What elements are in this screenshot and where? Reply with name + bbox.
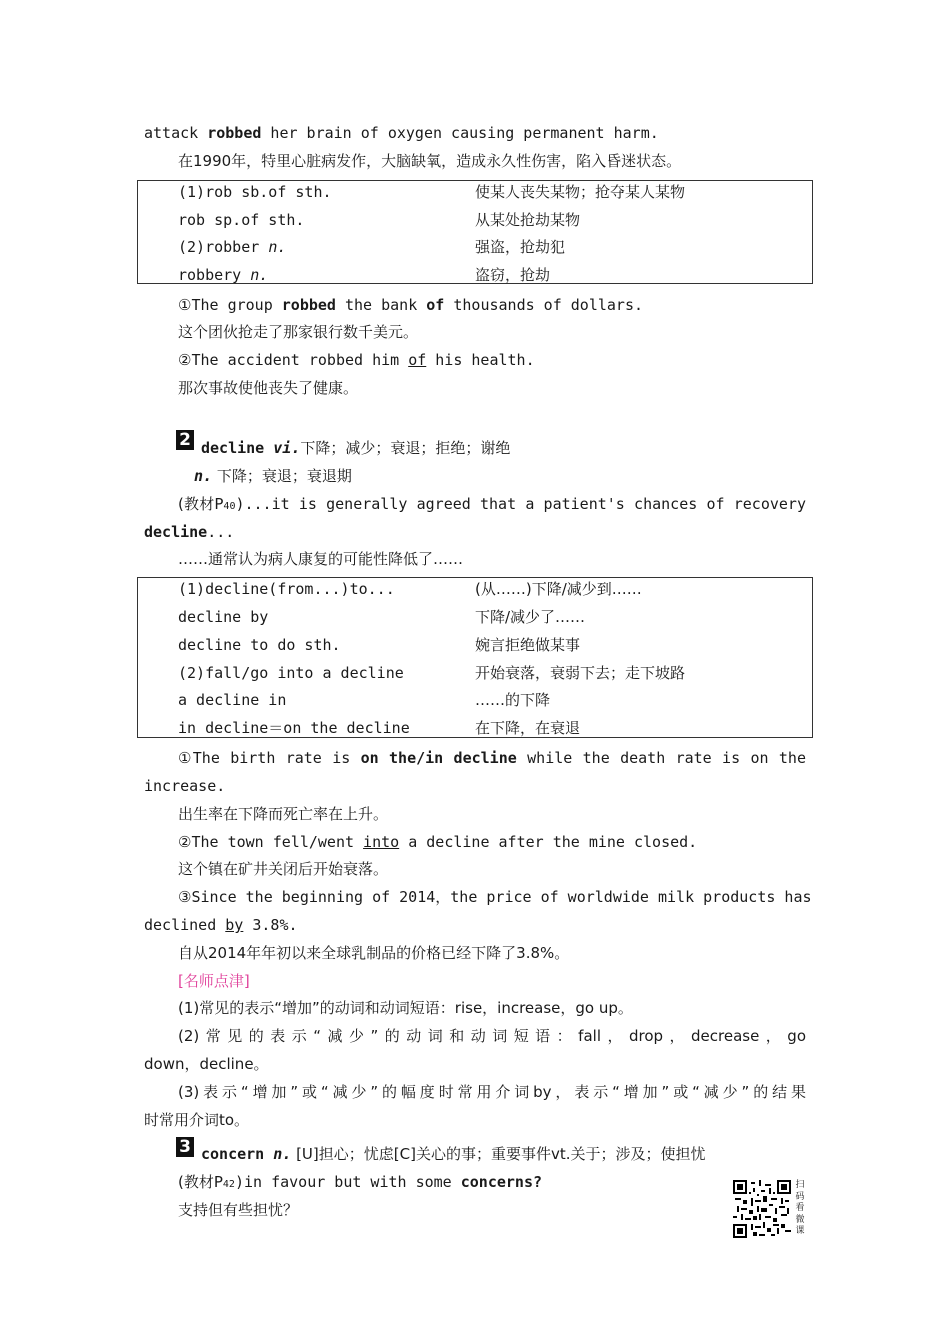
intro-sentence: attack robbed her brain of oxygen causing permanent harm. bbox=[144, 124, 659, 142]
decline-row-5-en: a decline in bbox=[178, 691, 287, 709]
decline-row-4-zh: 开始衰落，衰弱下去；走下坡路 bbox=[475, 664, 686, 682]
decline-example-2: ②The town fell/went into a decline after the mine closed. bbox=[178, 833, 698, 851]
concern-heading: concern n. [U]担心；忧虑[C]关心的事；重要事件vt.关于；涉及；使担忧 bbox=[201, 1145, 706, 1163]
decline-row-1-zh: (从……)下降/减少到…… bbox=[475, 580, 642, 598]
tip-3: (3)表示“增加”或“减少”的幅度时常用介词by，表示“增加”或“减少”的结果 bbox=[178, 1083, 806, 1101]
decline-row-2-en: decline by bbox=[178, 608, 269, 626]
rob-example-1: ①The group robbed the bank of thousands of dollars. bbox=[178, 296, 644, 314]
decline-phrase-table bbox=[137, 577, 813, 738]
intro-translation: 在1990年，特里心脏病发作，大脑缺氧，造成永久性伤害，陷入昏迷状态。 bbox=[178, 152, 682, 170]
rob-example-2-translation: 那次事故使他丧失了健康。 bbox=[178, 379, 359, 397]
tip-2: (2)常见的表示“减少”的动词和动词短语：fall，drop，decrease，go bbox=[178, 1027, 806, 1045]
rob-row-2-zh: 从某处抢劫某物 bbox=[475, 211, 581, 229]
teacher-tips-heading: [名师点津] bbox=[178, 972, 250, 990]
rob-row-3-en: (2)robber n. bbox=[178, 238, 287, 256]
headword-concern: concern bbox=[201, 1145, 265, 1163]
rob-row-3-zh: 强盗，抢劫犯 bbox=[475, 238, 566, 256]
rob-phrase-table bbox=[137, 180, 813, 284]
decline-example-2-translation: 这个镇在矿井关闭后开始衰落。 bbox=[178, 860, 389, 878]
decline-noun-meaning: n. 下降；衰退；衰退期 bbox=[194, 467, 352, 485]
decline-row-6-zh: 在下降，在衰退 bbox=[475, 719, 581, 737]
keyword-robbed: robbed bbox=[207, 124, 262, 142]
rob-row-1-en: (1)rob sb.of sth. bbox=[178, 183, 332, 201]
decline-example-3-cont: declined by 3.8%. bbox=[144, 916, 298, 934]
decline-textbook-source-cont: decline... bbox=[144, 523, 235, 541]
decline-row-3-en: decline to do sth. bbox=[178, 636, 341, 654]
item-number-2-badge: 2 bbox=[176, 430, 194, 450]
decline-source-translation: ……通常认为病人康复的可能性降低了…… bbox=[178, 550, 464, 568]
rob-row-4-en: robbery n. bbox=[178, 266, 269, 284]
rob-example-2: ②The accident robbed him of his health. bbox=[178, 351, 535, 369]
tip-2-cont: down，decline。 bbox=[144, 1055, 269, 1073]
decline-row-1-en: (1)decline(from...)to... bbox=[178, 580, 395, 598]
decline-heading: decline vi.下降；减少；衰退；拒绝；谢绝 bbox=[201, 439, 511, 457]
tip-3-cont: 时常用介词to。 bbox=[144, 1111, 250, 1129]
decline-textbook-source: (教材P40)...it is generally agreed that a patient's chances of recovery bbox=[178, 495, 806, 513]
concern-textbook-source: (教材P42)in favour but with some concerns? bbox=[178, 1173, 543, 1191]
rob-row-4-zh: 盗窃，抢劫 bbox=[475, 266, 551, 284]
qr-code-image[interactable] bbox=[733, 1180, 791, 1238]
decline-example-3-translation: 自从2014年年初以来全球乳制品的价格已经下降了3.8%。 bbox=[178, 944, 570, 962]
decline-example-1-translation: 出生率在下降而死亡率在上升。 bbox=[178, 805, 389, 823]
concern-source-translation: 支持但有些担忧？ bbox=[178, 1201, 299, 1219]
decline-row-4-en: (2)fall/go into a decline bbox=[178, 664, 404, 682]
decline-row-6-en: in decline＝on the decline bbox=[178, 719, 410, 737]
decline-row-3-zh: 婉言拒绝做某事 bbox=[475, 636, 581, 654]
decline-row-5-zh: ……的下降 bbox=[475, 691, 551, 709]
decline-example-3: ③Since the beginning of 2014，the price of worldwide milk products has bbox=[178, 888, 812, 906]
decline-example-1-cont: increase. bbox=[144, 777, 226, 795]
item-number-3-badge: 3 bbox=[176, 1137, 194, 1157]
headword-decline: decline bbox=[201, 439, 265, 457]
tip-1: (1)常见的表示“增加”的动词和动词短语：rise，increase，go up。 bbox=[178, 999, 633, 1017]
rob-example-1-translation: 这个团伙抢走了那家银行数千美元。 bbox=[178, 323, 419, 341]
decline-example-1: ①The birth rate is on the/in decline while the death rate is on the bbox=[178, 749, 806, 767]
rob-row-2-en: rob sp.of sth. bbox=[178, 211, 305, 229]
qr-caption: 扫 码 看 微 课 bbox=[795, 1180, 805, 1236]
rob-row-1-zh: 使某人丧失某物；抢夺某人某物 bbox=[475, 183, 686, 201]
decline-row-2-zh: 下降/减少了…… bbox=[475, 608, 586, 626]
